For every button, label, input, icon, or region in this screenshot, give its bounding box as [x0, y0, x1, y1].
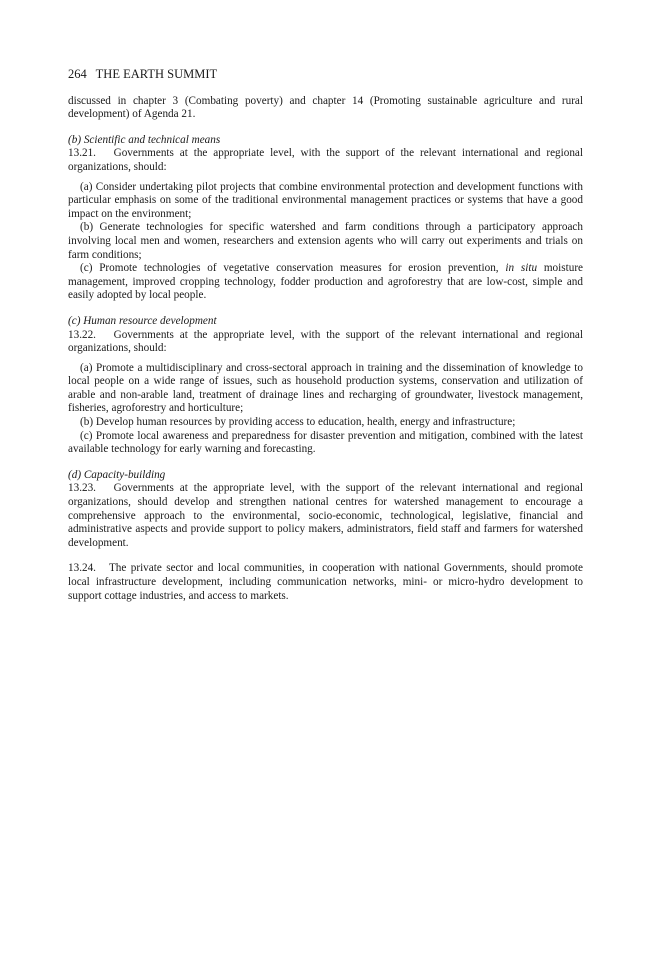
- paragraph-number: 13.24.: [68, 562, 96, 575]
- item-list-b: [68, 181, 583, 303]
- list-item: (a) Consider undertaking pilot projects that combine environmental protection and development functions with particular emphasis on some of the traditional environmental management practices or systems that have a good impact on the environment;: [68, 180, 583, 220]
- paragraph-lead: Governments at the appropriate level, with the support of the relevant international and regional organizations, should develop and strengthen national centres for watershed management to encourage a comprehensive approach to the environmental, socio-economic, technological, legislative, financial and administrative aspects and provide support to policy makers, administrators, field staff and farmers for watershed development.: [68, 482, 583, 549]
- item-c-italic-term: in situ: [505, 262, 538, 275]
- list-item-c: [68, 262, 583, 303]
- running-title: THE EARTH SUMMIT: [95, 67, 218, 81]
- running-header: [68, 68, 583, 82]
- page-number: 264: [68, 67, 87, 81]
- paragraph-13-22: [68, 329, 583, 356]
- paragraph-13-23: [68, 482, 583, 550]
- section-heading-b: (b) Scientific and technical means: [68, 133, 221, 146]
- document-page: [68, 68, 583, 603]
- item-list-c: [68, 362, 583, 457]
- paragraph-13-24: [68, 562, 583, 603]
- section-heading-d: (d) Capacity-building: [68, 468, 166, 481]
- section-heading-c: (c) Human resource development: [68, 314, 217, 327]
- list-item: (b) Generate technologies for specific watershed and farm conditions through a participatory approach involving local men and women, researchers and extension agents who will carry out experiments and trials on farm conditions;: [68, 221, 583, 261]
- list-item: (a) Promote a multidisciplinary and cross-sectoral approach in training and the dissemination of knowledge to local people on a wide range of issues, such as household production systems, conservation and utilization of arable and non-arable land, treatment of drainage lines and recharging of groundwater, livestock management, fisheries, agroforestry and horticulture;: [68, 361, 583, 415]
- paragraph-lead: Governments at the appropriate level, with the support of the relevant international and regional organizations, should:: [68, 147, 583, 173]
- item-c-text-before: (c) Promote technologies of vegetative conservation measures for erosion prevention,: [80, 262, 499, 275]
- item-c-text-after: moisture management, improved cropping technology, fodder production and agroforestry that are low-cost, simple and easily adopted by local people.: [68, 262, 584, 302]
- paragraph-number: 13.23.: [68, 482, 96, 495]
- paragraph-body: The private sector and local communities, in cooperation with national Governments, should promote local infrastructure development, including communication networks, mini- or micro-hydro development to support cottage industries, and access to markets.: [68, 562, 583, 602]
- paragraph-13-21: [68, 147, 583, 174]
- paragraph-number: 13.22.: [68, 328, 96, 341]
- list-item: (b) Develop human resources by providing access to education, health, energy and infrastructure;: [80, 416, 516, 429]
- paragraph-lead: Governments at the appropriate level, with the support of the relevant international and regional organizations, should:: [68, 328, 583, 355]
- list-item: (c) Promote local awareness and preparedness for disaster prevention and mitigation, combined with the latest available technology for early warning and forecasting.: [68, 429, 583, 456]
- paragraph-number: 13.21.: [68, 147, 96, 160]
- intro-paragraph: discussed in chapter 3 (Combating poverty) and chapter 14 (Promoting sustainable agriculture and rural development) of Agenda 21.: [68, 94, 583, 121]
